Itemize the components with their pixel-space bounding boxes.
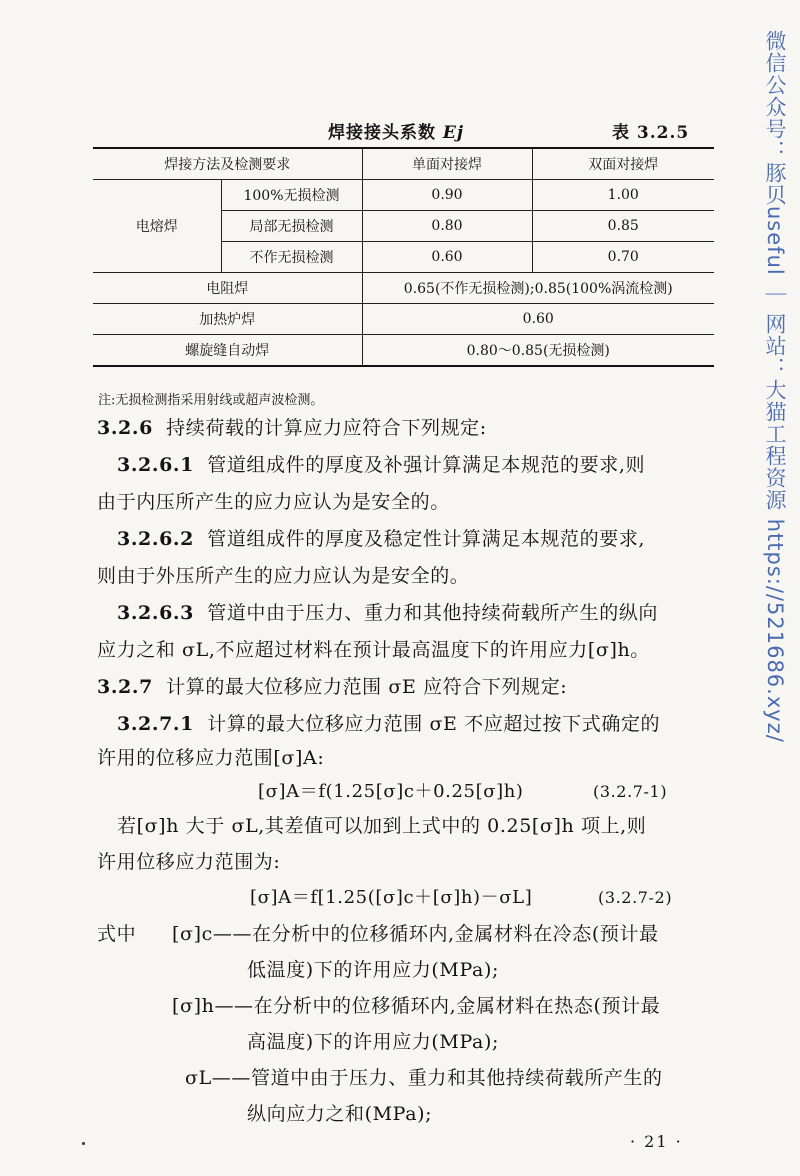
definition-symbol: [σ]c [172,923,213,945]
clause-number: 3.2.7.1 [117,713,194,735]
clause-3-2-7-1-line2: 许用的位移应力范围[σ]A: [97,747,325,769]
header-double: 双面对接焊 [532,148,714,180]
weld-joint-coefficient-table [93,147,714,367]
method-cell: 不作无损检测 [221,242,362,273]
single-cell: 0.80 [362,211,532,242]
value-cell: 0.80～0.85(无损检测) [362,335,714,367]
double-cell: 1.00 [532,180,714,211]
equation-3-2-7-1: [σ]A＝f(1.25[σ]c＋0.25[σ]h) [258,781,524,802]
double-cell: 0.85 [532,211,714,242]
watermark-text: 微信公众号：豚贝useful ｜ 网站：大猫工程资源 https://521686.xyz/ [763,30,787,743]
method-cell: 电阻焊 [93,273,362,304]
page-number: · 21 · [630,1132,683,1151]
condition-line1: 若[σ]h 大于 σL,其差值可以加到上式中的 0.25[σ]h 项上,则 [117,815,647,837]
method-cell: 局部无损检测 [221,211,362,242]
clause-3-2-6-2-line2: 则由于外压所产生的应力应认为是安全的。 [97,565,470,587]
table-caption-text: 焊接接头系数 [328,123,443,143]
definition-sigma-c-line2: 低温度)下的许用应力(MPa); [247,959,499,981]
method-cell: 螺旋缝自动焊 [93,335,362,367]
clause-3-2-7 [97,669,567,705]
equation-number-2: (3.2.7-2) [598,888,673,907]
clause-text: 管道组成件的厚度及稳定性计算满足本规范的要求, [207,528,646,550]
clause-3-2-6-1-line1 [117,447,645,483]
table-caption-symbol: Ej [442,123,465,143]
definition-sigma-l-line2: 纵向应力之和(MPa); [247,1103,433,1125]
definition-symbol: [σ]h [172,995,215,1017]
clause-number: 3.2.6.1 [117,454,194,476]
table-note: 注:无损检测指采用射线或超声波检测。 [98,393,324,408]
definition-symbol: σL [185,1067,212,1089]
table-row [93,335,714,367]
group-label: 电熔焊 [93,180,221,273]
definition-text: ——在分析中的位移循环内,金属材料在热态(预计最 [214,995,661,1017]
stray-dot [82,1142,85,1145]
method-cell: 加热炉焊 [93,304,362,335]
table-row [93,180,714,211]
clause-3-2-7-1-line1 [117,706,660,742]
table-number: 表 3.2.5 [612,123,690,143]
value-cell: 0.60 [362,304,714,335]
equation-number-1: (3.2.7-1) [593,782,668,801]
method-cell: 100%无损检测 [221,180,362,211]
single-cell: 0.90 [362,180,532,211]
table-row [93,304,714,335]
header-method: 焊接方法及检测要求 [93,148,362,180]
table-caption [328,118,464,143]
condition-line2: 许用位移应力范围为: [97,851,281,873]
single-cell: 0.60 [362,242,532,273]
table-row [93,273,714,304]
header-single: 单面对接焊 [362,148,532,180]
clause-3-2-6-1-line2: 由于内压所产生的应力应认为是安全的。 [97,491,450,513]
clause-text: 计算的最大位移应力范围 σE 应符合下列规定: [166,676,568,698]
value-cell: 0.65(不作无损检测);0.85(100%涡流检测) [362,273,714,304]
clause-3-2-6 [97,410,487,446]
clause-text: 管道中由于压力、重力和其他持续荷载所产生的纵向 [207,602,659,624]
double-cell: 0.70 [532,242,714,273]
definition-sigma-c-line1 [172,916,659,952]
clause-text: 计算的最大位移应力范围 σE 不应超过按下式确定的 [207,713,661,735]
definition-sigma-h-line1 [172,988,660,1024]
equation-3-2-7-2: [σ]A＝f[1.25([σ]c＋[σ]h)－σL] [250,887,533,908]
clause-number: 3.2.6 [97,417,153,439]
definition-text: ——在分析中的位移循环内,金属材料在冷态(预计最 [212,923,659,945]
definition-sigma-l-line1 [185,1060,663,1096]
table-header-row [93,148,714,180]
clause-text: 管道组成件的厚度及补强计算满足本规范的要求,则 [207,454,646,476]
definition-text: ——管道中由于压力、重力和其他持续荷载所产生的 [211,1067,663,1089]
clause-number: 3.2.6.3 [117,602,194,624]
clause-number: 3.2.7 [97,676,153,698]
clause-number: 3.2.6.2 [117,528,194,550]
clause-3-2-6-3-line2: 应力之和 σL,不应超过材料在预计最高温度下的许用应力[σ]h。 [97,639,650,661]
definition-sigma-h-line2: 高温度)下的许用应力(MPa); [247,1031,499,1053]
clause-3-2-6-2-line1 [117,521,645,557]
clause-3-2-6-3-line1 [117,595,658,631]
clause-text: 持续荷载的计算应力应符合下列规定: [166,417,487,439]
where-label: 式中 [97,923,137,945]
